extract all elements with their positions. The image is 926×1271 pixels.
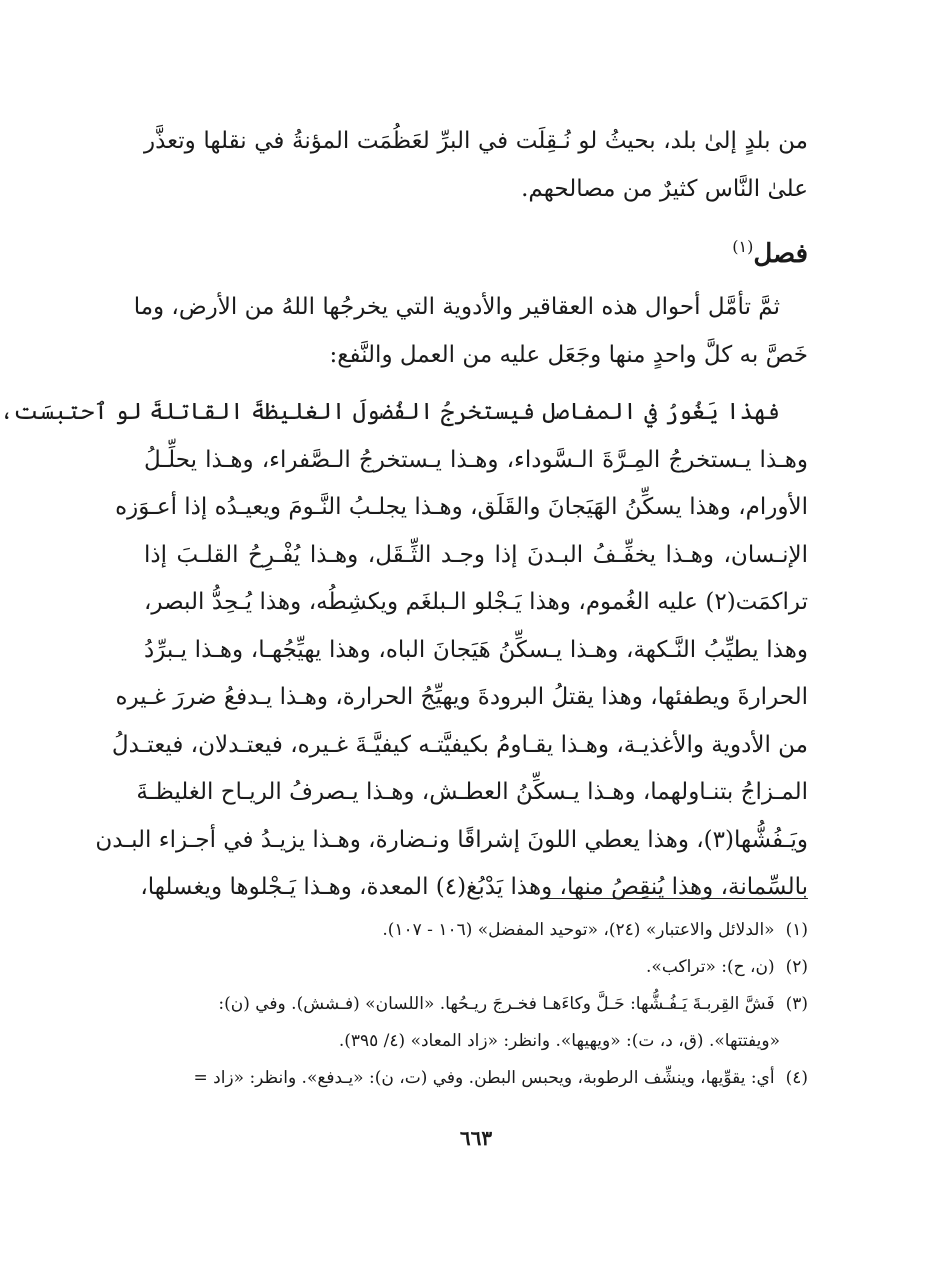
section-heading-text: فصل (753, 239, 808, 269)
text-line: المـزاجُ بتنـاولهما، وهـذا يـسكِّنُ العطـش، وهـذا يـصرفُ الريـاح الغليظـةَ (136, 779, 808, 805)
footnote (144, 912, 808, 949)
text-line: من الأدوية والأغذيـة، وهـذا يقـاومُ بكيفيَّتـه كيفيَّـةَ غـيره، فيعتـدلان، فيعتـدلُ (111, 731, 808, 758)
text-line: وهـذا يـستخرجُ المِـرَّةَ الـسَّوداء، وهـذا يـستخرجُ الـصَّفراء، وهـذا يحلِّـلُ (144, 446, 808, 473)
footnote-divider (543, 898, 808, 899)
footnote-number: (٢) (785, 957, 808, 977)
footnote-number: (١) (785, 920, 808, 940)
text-line: علىٰ النَّاس كثيرٌ من مصالحهم. (521, 175, 808, 202)
footnote (144, 1060, 808, 1097)
section-heading (144, 219, 808, 282)
text-line: خَصَّ به كلَّ واحدٍ منها وجَعَل عليه من العمل والنَّفع: (329, 341, 808, 368)
footnote-number: (٣) (785, 994, 808, 1014)
text-line: تراكمَت(٢) عليه الغُموم، وهذا يَـجْلو الـبلغَم ويكشِطُه، وهذا يُـحِدُّ البصر، (144, 589, 808, 615)
footnote (144, 949, 808, 986)
footnote (144, 986, 808, 1023)
footnotes (144, 912, 808, 1097)
text-line: وهذا يطيِّبُ النَّـكهة، وهـذا يـسكِّنُ هَيَجانَ الباه، وهذا يهيِّجُهـا، وهـذا يـبرِّدُ (144, 636, 808, 663)
text-line: بالسِّمانة، وهذا يُنقِصُ منها، وهذا يَدْبُغ(٤) المعدة، وهـذا يَـجْلوها ويغسلها، (140, 874, 808, 900)
paragraph-gap (144, 379, 808, 389)
footnote-text: (ن، ح): «تراكب». (646, 957, 775, 977)
footnote-number: (٤) (785, 1068, 808, 1088)
text-line: من بلدٍ إلىٰ بلد، بحيثُ لو نُـقِلَت في البرِّ لعَظُمَت المؤنةُ في نقلها وتعذَّر (144, 128, 808, 154)
text-line: ثمَّ تأمَّل أحوال هذه العقاقير والأدوية التي يخرجُها اللهُ من الأرض، وما (133, 294, 780, 320)
paragraph (133, 284, 808, 379)
footnote-text: أي: يقوِّيها، وينشِّف الرطوبة، ويحبس البطن. وفي (ت، ن): «يـدفع». وانظر: «زاد = (193, 1068, 775, 1088)
text-line: الأورام، وهذا يسكِّنُ الهَيَجانَ والقَلَق، وهـذا يجلـبُ النَّـومَ ويعيـدُه إذا أعـوَزه (115, 494, 808, 520)
text-line: الإنـسان، وهـذا يخفِّـفُ البـدنَ إذا وجـد الثِّـقَل، وهـذا يُفْـرِحُ القلـبَ إذا (144, 541, 808, 568)
footnote-text-continued: «ويفتتها». (ق، د، ت): «ويهيها». وانظر: «زاد المعاد» (٤/ ٣٩٥). (338, 1031, 780, 1051)
book-page (0, 118, 808, 1238)
footnote-ref: (١) (732, 237, 754, 256)
footnote-text: «الدلائل والاعتبار» (٢٤)، «توحيد المفضل» (١٠٦ - ١٠٧). (382, 920, 775, 940)
main-text (0, 118, 808, 912)
page-number: ٦٦٣ (459, 1126, 493, 1150)
text-line: فهذا يَغُورُ في المفاصل فيستخرجُ الفُضولَ الغليظةَ القاتلةَ لو ٱحتبسَت، (0, 399, 780, 425)
text-line: ويَـفُشُّها(٣)، وهذا يعطي اللونَ إشراقًا ونـضارة، وهـذا يزيـدُ في أجـزاء البـدن (95, 826, 808, 853)
footnote-text: فَشَّ القِربـةَ يَـفُـشُّها: حَـلَّ وكاءَهـا فخـرجَ ريـحُها. «اللسان» (فـشش). وفي (ن): (218, 994, 775, 1014)
text-line: الحرارةَ ويطفئها، وهذا يقتلُ البرودةَ ويهيِّجُ الحرارة، وهـذا يـدفعُ ضررَ غـيره (115, 684, 808, 710)
intro-paragraph (144, 118, 808, 213)
paragraph (0, 389, 808, 912)
